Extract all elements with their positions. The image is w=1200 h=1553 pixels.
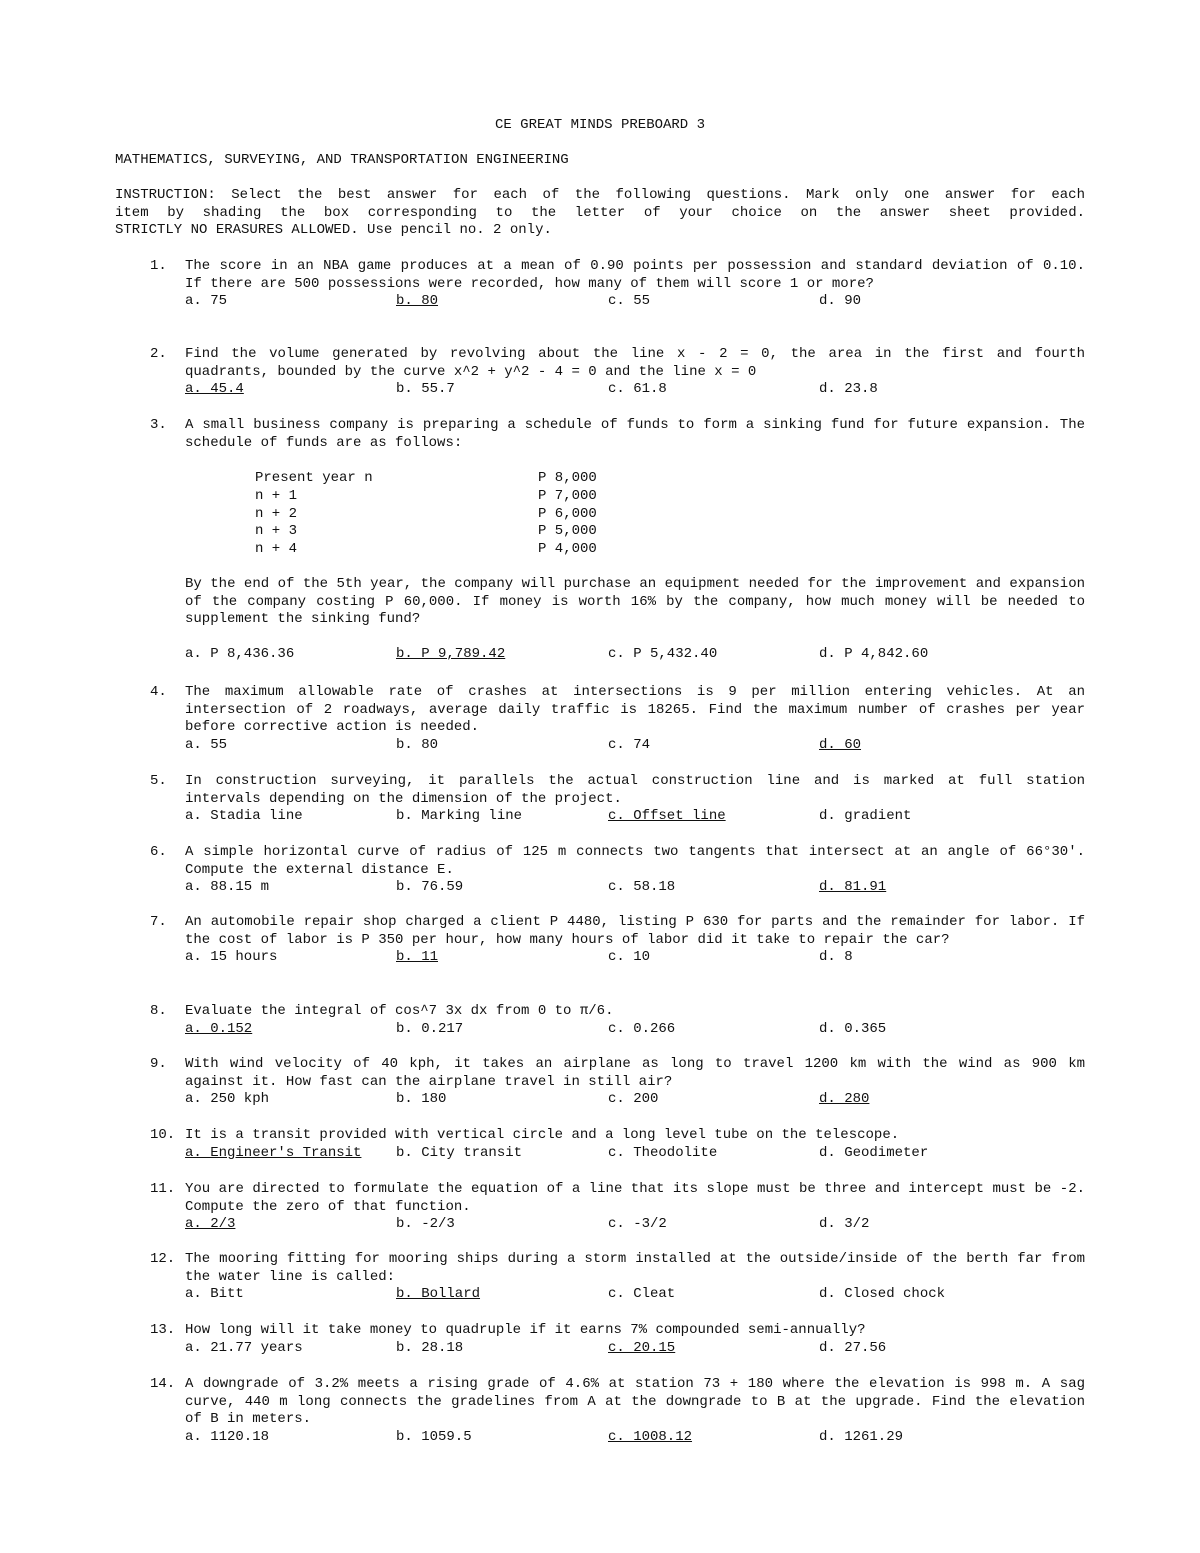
choice-b: b. 0.217 [396, 1020, 464, 1037]
choice-row [185, 737, 1085, 755]
instruction-line: INSTRUCTION: Select the best answer for each of the following questions. Mark only one answer for each [115, 187, 1085, 203]
choice-b: b. Marking line [396, 808, 523, 825]
choice-row [185, 1091, 1085, 1109]
choice-b: b. 180 [396, 1091, 447, 1108]
choice-a: a. 0.152 [185, 1020, 253, 1037]
choice-b: b. 80 [396, 737, 439, 754]
choice-b: b. Bollard [396, 1286, 481, 1303]
question-item [150, 1127, 1085, 1163]
question-number: 11. [150, 1181, 176, 1197]
question-number: 2. [150, 346, 167, 362]
choice-row [185, 949, 1085, 967]
schedule-year: n + 1 [255, 488, 298, 505]
choice-c: c. Cleat [608, 1286, 676, 1303]
choice-row [185, 808, 1085, 826]
choice-row [185, 1216, 1085, 1234]
choice-b: b. 28.18 [396, 1339, 464, 1356]
choice-a: a. P 8,436.36 [185, 645, 295, 662]
schedule-amount: P 5,000 [538, 523, 597, 540]
question-text: Evaluate the integral of cos^7 3x dx from 0 to π/6. [185, 1003, 614, 1019]
question-item [150, 914, 1085, 967]
question-text: A downgrade of 3.2% meets a rising grade of 4.6% at station 73 + 180 where the elevation is 998 m. A sag curve, 440 m long connects the gradelines from A at the downgrade to B at the upgrade. Find the elevation of B in meters. [185, 1376, 1085, 1428]
choice-c: c. P 5,432.40 [608, 645, 718, 662]
question-number: 3. [150, 417, 167, 433]
question-number: 13. [150, 1322, 176, 1338]
instruction-text [115, 187, 1085, 240]
choice-b: b. 11 [396, 949, 439, 966]
schedule-year: n + 3 [255, 523, 298, 540]
question-text: It is a transit provided with vertical circle and a long level tube on the telescope. [185, 1127, 900, 1143]
choice-d: d. 60 [819, 737, 862, 754]
choice-row [185, 381, 1085, 399]
choice-d: d. 1261.29 [819, 1429, 904, 1446]
question-item [150, 684, 1085, 755]
choice-a: a. Bitt [185, 1286, 244, 1303]
question-item [150, 1003, 1085, 1039]
question-text: A small business company is preparing a schedule of funds to form a sinking fund for future expansion. The schedule of funds are as follows: [185, 417, 1085, 451]
choice-d: d. 27.56 [819, 1339, 887, 1356]
choice-c: c. 1008.12 [608, 1429, 693, 1446]
question-number: 10. [150, 1127, 176, 1143]
question-text-continued: By the end of the 5th year, the company will purchase an equipment needed for the improvement and expansion of the company costing P 60,000. If money is worth 16% by the company, how much money will be needed to supplement the sinking fund? [185, 575, 1085, 628]
choice-row [185, 879, 1085, 897]
question-item [150, 258, 1085, 311]
choice-d: d. P 4,842.60 [819, 645, 929, 662]
choice-a: a. Engineer′s Transit [185, 1144, 362, 1161]
schedule-amount: P 7,000 [538, 488, 597, 505]
choice-a: a. 15 hours [185, 949, 278, 966]
subject-heading: MATHEMATICS, SURVEYING, AND TRANSPORTATION ENGINEERING [115, 152, 569, 168]
choice-b: b. 80 [396, 293, 439, 310]
question-text: An automobile repair shop charged a client P 4480, listing P 630 for parts and the remainder for labor. If the cost of labor is P 350 per hour, how many hours of labor did it take to repair the car? [185, 914, 1085, 948]
choice-b: b. City transit [396, 1144, 523, 1161]
choice-d: d. 8 [819, 949, 853, 966]
choice-d: d. gradient [819, 808, 912, 825]
choice-row [185, 293, 1085, 311]
question-number: 8. [150, 1003, 167, 1019]
choice-c: c. Offset line [608, 808, 726, 825]
question-text: A simple horizontal curve of radius of 125 m connects two tangents that intersect at an angle of 66°30′. Compute the external distance E. [185, 844, 1085, 878]
choice-c: c. 58.18 [608, 879, 676, 896]
question-text: In construction surveying, it parallels the actual construction line and is marked at full station intervals depending on the dimension of the project. [185, 773, 1085, 807]
choice-row [185, 1021, 1085, 1039]
question-item [150, 346, 1085, 399]
question-number: 12. [150, 1251, 176, 1267]
question-number: 5. [150, 773, 167, 789]
page-title: CE GREAT MINDS PREBOARD 3 [494, 117, 706, 133]
question-number: 6. [150, 844, 167, 860]
choice-c: c. 200 [608, 1091, 659, 1108]
choice-row [185, 646, 1085, 664]
question-item [150, 1251, 1085, 1304]
schedule-row [255, 470, 1085, 488]
question-text: The maximum allowable rate of crashes at intersections is 9 per million entering vehicles. At an intersection of 2 roadways, average daily traffic is 18265. Find the maximum number of crashes per year before corrective action is needed. [185, 684, 1085, 736]
schedule-row [255, 506, 1085, 524]
question-number: 4. [150, 684, 167, 700]
choice-b: b. 76.59 [396, 879, 464, 896]
choice-d: d. 0.365 [819, 1020, 887, 1037]
choice-a: a. 75 [185, 293, 228, 310]
choice-c: c. 74 [608, 737, 651, 754]
choice-a: a. 55 [185, 737, 228, 754]
question-item [150, 773, 1085, 826]
question-item [150, 1322, 1085, 1358]
choice-a: a. 2/3 [185, 1216, 236, 1233]
choice-d: d. 23.8 [819, 381, 878, 398]
choice-b: b. -2/3 [396, 1216, 455, 1233]
choice-c: c. 20.15 [608, 1339, 676, 1356]
choice-d: d. 3/2 [819, 1216, 870, 1233]
choice-b: b. 55.7 [396, 381, 455, 398]
choice-row [185, 1286, 1085, 1304]
question-text: With wind velocity of 40 kph, it takes an airplane as long to travel 1200 km with the wind as 900 km against it. How fast can the airplane travel in still air? [185, 1056, 1085, 1090]
schedule-year: Present year n [255, 470, 373, 487]
choice-d: d. Geodimeter [819, 1144, 929, 1161]
schedule-amount: P 6,000 [538, 505, 597, 522]
question-number: 9. [150, 1056, 167, 1072]
question-item [150, 844, 1085, 897]
schedule-row [255, 541, 1085, 559]
choice-d: d. Closed chock [819, 1286, 946, 1303]
instruction-line: STRICTLY NO ERASURES ALLOWED. Use pencil no. 2 only. [115, 222, 552, 239]
instruction-line: item by shading the box corresponding to the letter of your choice on the answer sheet provided. [115, 204, 1085, 221]
choice-c: c. -3/2 [608, 1216, 667, 1233]
schedule-year: n + 2 [255, 505, 298, 522]
choice-row [185, 1429, 1085, 1447]
choice-c: c. 55 [608, 293, 651, 310]
choice-b: b. P 9,789.42 [396, 645, 506, 662]
schedule-amount: P 4,000 [538, 541, 597, 558]
choice-row [185, 1145, 1085, 1163]
schedule-row [255, 523, 1085, 541]
choice-b: b. 1059.5 [396, 1429, 472, 1446]
choice-d: d. 81.91 [819, 879, 887, 896]
question-item [150, 1376, 1085, 1447]
choice-d: d. 90 [819, 293, 862, 310]
choice-c: c. Theodolite [608, 1144, 718, 1161]
choice-row [185, 1340, 1085, 1358]
choice-d: d. 280 [819, 1091, 870, 1108]
question-text: The score in an NBA game produces at a mean of 0.90 points per possession and standard deviation of 0.10. If there are 500 possessions were recorded, how many of them will score 1 or more? [185, 258, 1085, 292]
choice-a: a. 1120.18 [185, 1429, 270, 1446]
question-text: Find the volume generated by revolving about the line x - 2 = 0, the area in the first and fourth quadrants, bounded by the curve x^2 + y^2 - 4 = 0 and the line x = 0 [185, 346, 1085, 380]
question-text: How long will it take money to quadruple if it earns 7% compounded semi-annually? [185, 1322, 866, 1338]
question-item [150, 417, 1085, 664]
question-number: 14. [150, 1376, 176, 1392]
question-item [150, 1056, 1085, 1109]
choice-c: c. 10 [608, 949, 651, 966]
schedule-year: n + 4 [255, 541, 298, 558]
choice-a: a. 88.15 m [185, 879, 270, 896]
choice-a: a. Stadia line [185, 808, 303, 825]
schedule-amount: P 8,000 [538, 470, 597, 487]
schedule-row [255, 488, 1085, 506]
choice-c: c. 0.266 [608, 1020, 676, 1037]
question-number: 1. [150, 258, 167, 274]
question-text: The mooring fitting for mooring ships during a storm installed at the outside/inside of the berth far from the water line is called: [185, 1251, 1085, 1285]
question-number: 7. [150, 914, 167, 930]
choice-a: a. 250 kph [185, 1091, 270, 1108]
fund-schedule-table [255, 470, 1085, 558]
choice-a: a. 21.77 years [185, 1339, 303, 1356]
question-item [150, 1181, 1085, 1234]
choice-a: a. 45.4 [185, 381, 244, 398]
question-text: You are directed to formulate the equation of a line that its slope must be three and intercept must be -2. Compute the zero of that function. [185, 1181, 1085, 1215]
choice-c: c. 61.8 [608, 381, 667, 398]
